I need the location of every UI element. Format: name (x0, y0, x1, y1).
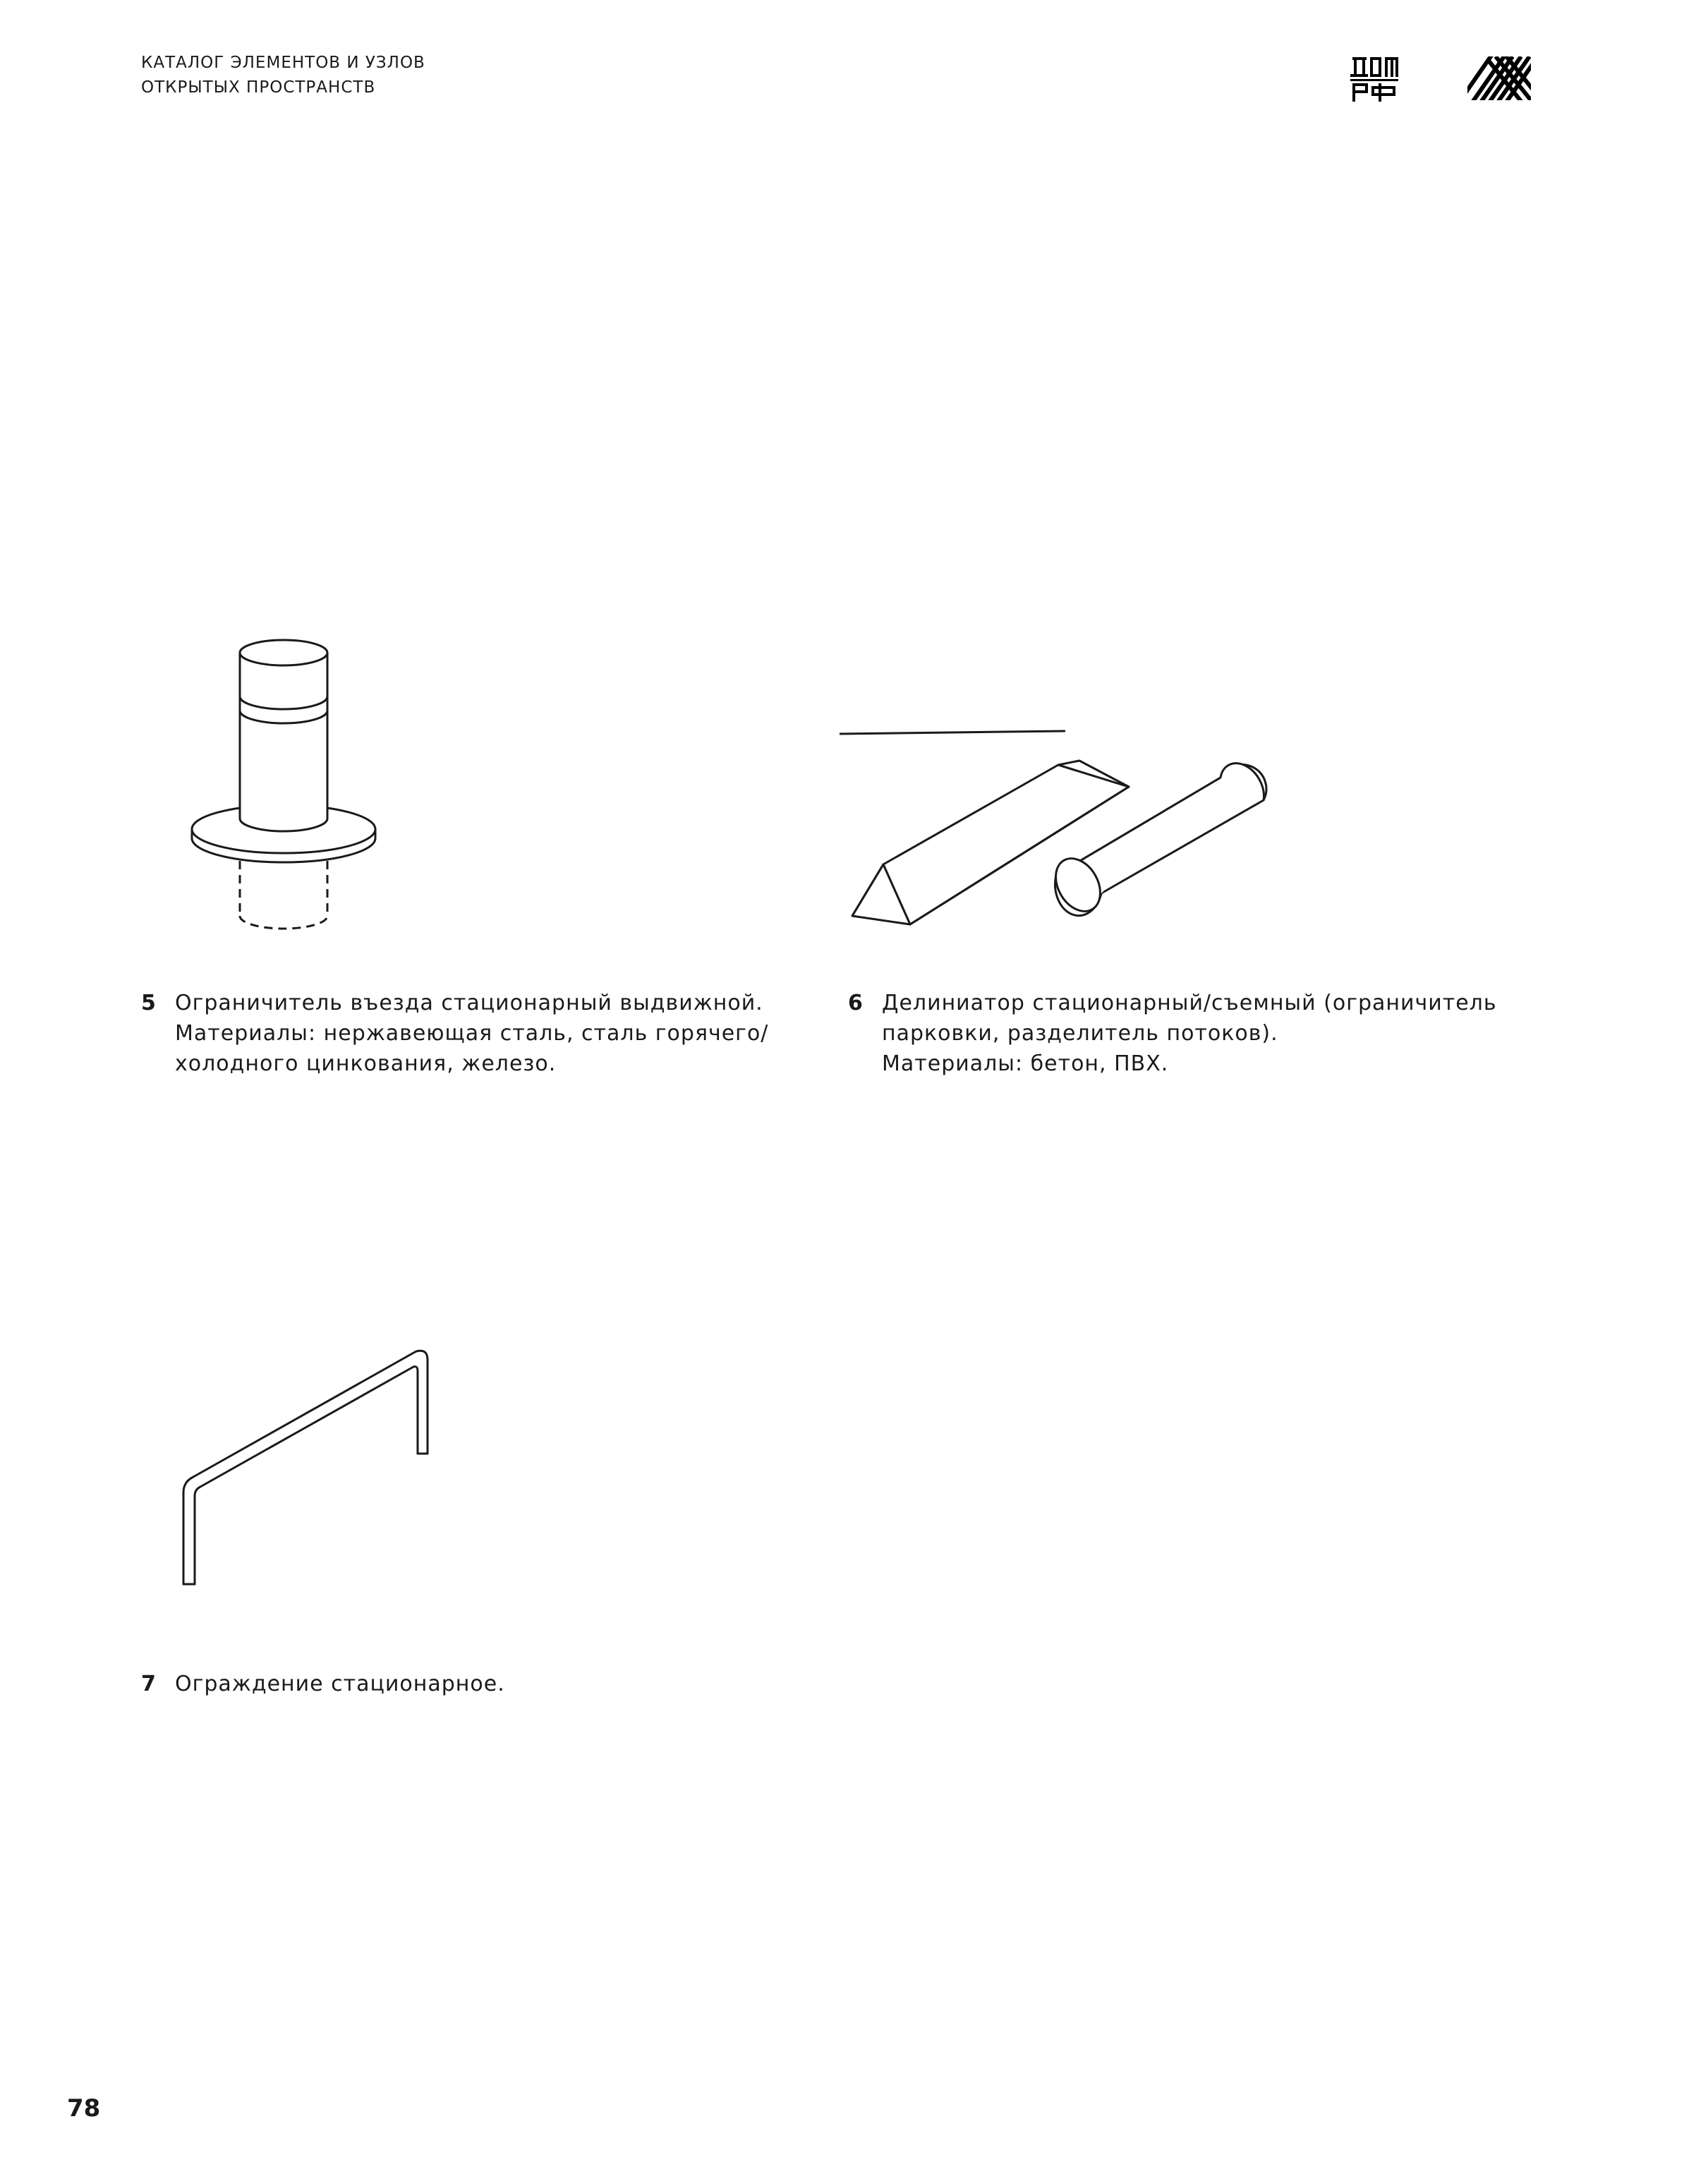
delineator-icon (840, 734, 1291, 938)
railing-icon (176, 1351, 444, 1598)
item-5-line-2: Материалы: нержавеющая сталь, сталь горячего/ (175, 1021, 769, 1046)
item-5-caption (141, 988, 832, 1087)
item-5-line-1: Ограничитель въезда стационарный выдвижной. (175, 991, 763, 1015)
item-5-line-3: холодного цинкования, железо. (175, 1051, 557, 1076)
item-number: 6 (848, 991, 864, 1015)
catalog-title-line-1: КАТАЛОГ ЭЛЕМЕНТОВ И УЗЛОВ (141, 54, 425, 72)
bollard-icon (183, 628, 395, 931)
item-6-line-2: парковки, разделитель потоков). (882, 1021, 1278, 1046)
striped-pattern-logo-icon (1467, 56, 1531, 100)
item-6-line-1: Делиниатор стационарный/съемный (ограничитель (882, 991, 1497, 1015)
item-7-caption (141, 1669, 832, 1704)
item-7-line-1: Ограждение стационарное. (175, 1672, 505, 1696)
catalog-title (141, 51, 425, 100)
catalog-title-line-2: ОТКРЫТЫХ ПРОСТРАНСТВ (141, 78, 376, 97)
item-6-line-3: Материалы: бетон, ПВХ. (882, 1051, 1169, 1076)
page-number: 78 (67, 2094, 101, 2123)
item-number: 7 (141, 1672, 157, 1696)
item-6-caption (848, 988, 1553, 1087)
item-number: 5 (141, 991, 157, 1015)
dom-rf-logo-icon (1350, 55, 1398, 102)
